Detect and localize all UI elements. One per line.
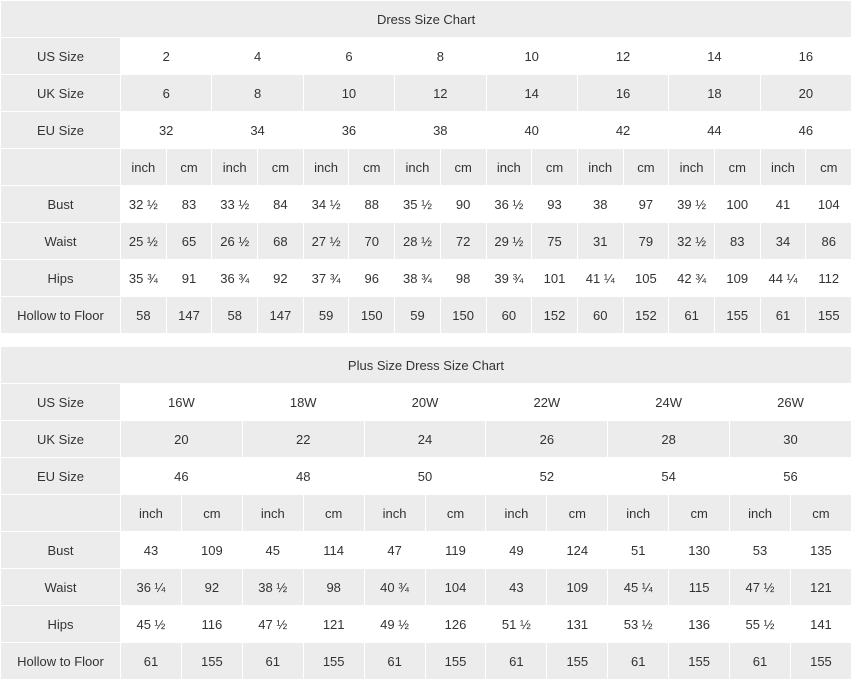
unit-header-cell: cm xyxy=(669,495,730,532)
table-cell: 60 xyxy=(486,297,532,334)
table-cell: 92 xyxy=(258,260,304,297)
table-cell: 90 xyxy=(440,186,486,223)
table-cell: 16 xyxy=(760,38,851,75)
row-label: Bust xyxy=(1,532,121,569)
row-label: Bust xyxy=(1,186,121,223)
unit-header-cell: inch xyxy=(608,495,669,532)
table-cell: 59 xyxy=(303,297,349,334)
table-cell: 150 xyxy=(440,297,486,334)
table-cell: 91 xyxy=(166,260,212,297)
table-row xyxy=(1,260,851,297)
table-cell: 61 xyxy=(669,297,715,334)
row-label: US Size xyxy=(1,384,121,421)
table-cell: 52 xyxy=(486,458,608,495)
table-cell: 24W xyxy=(608,384,730,421)
table-cell: 20 xyxy=(760,75,851,112)
table-cell: 12 xyxy=(395,75,486,112)
unit-header-cell: cm xyxy=(349,149,395,186)
table-cell: 83 xyxy=(714,223,760,260)
row-label: US Size xyxy=(1,38,121,75)
table-cell: 36 ½ xyxy=(486,186,532,223)
table-cell: 40 xyxy=(486,112,577,149)
table-cell: 34 xyxy=(760,223,806,260)
table-cell: 10 xyxy=(486,38,577,75)
table-cell: 25 ½ xyxy=(121,223,167,260)
unit-header-cell: inch xyxy=(760,149,806,186)
table-cell: 32 xyxy=(121,112,212,149)
table-cell: 68 xyxy=(258,223,304,260)
unit-header-cell: inch xyxy=(121,149,167,186)
table-cell: 26 xyxy=(486,421,608,458)
table-cell: 22W xyxy=(486,384,608,421)
table-cell: 53 xyxy=(730,532,791,569)
table-cell: 35 ½ xyxy=(395,186,441,223)
unit-header-cell: inch xyxy=(303,149,349,186)
size-chart-2 xyxy=(0,346,851,680)
row-label: Hips xyxy=(1,606,121,643)
table-cell: 124 xyxy=(547,532,608,569)
table-cell: 96 xyxy=(349,260,395,297)
table-cell: 65 xyxy=(166,223,212,260)
table-cell: 86 xyxy=(806,223,851,260)
unit-header-cell: cm xyxy=(303,495,364,532)
table-cell: 98 xyxy=(303,569,364,606)
table-cell: 109 xyxy=(714,260,760,297)
table-cell: 135 xyxy=(790,532,851,569)
table-cell: 40 ¾ xyxy=(364,569,425,606)
table-cell: 105 xyxy=(623,260,669,297)
table-cell: 79 xyxy=(623,223,669,260)
table-row xyxy=(1,569,851,606)
chart-title-row xyxy=(1,1,851,38)
table-cell: 101 xyxy=(532,260,578,297)
table-cell: 150 xyxy=(349,297,395,334)
table-cell: 75 xyxy=(532,223,578,260)
row-label: Hollow to Floor xyxy=(1,643,121,680)
table-cell: 58 xyxy=(121,297,167,334)
table-cell: 116 xyxy=(181,606,242,643)
table-cell: 152 xyxy=(623,297,669,334)
table-cell: 72 xyxy=(440,223,486,260)
table-cell: 61 xyxy=(608,643,669,680)
table-cell: 61 xyxy=(364,643,425,680)
table-cell: 38 ½ xyxy=(242,569,303,606)
table-cell: 20 xyxy=(121,421,243,458)
table-cell: 109 xyxy=(181,532,242,569)
table-cell: 155 xyxy=(669,643,730,680)
table-row xyxy=(1,421,851,458)
chart-title: Dress Size Chart xyxy=(1,1,851,38)
unit-header-cell: cm xyxy=(806,149,851,186)
unit-header-row xyxy=(1,149,851,186)
table-cell: 38 xyxy=(577,186,623,223)
unit-header-cell: cm xyxy=(790,495,851,532)
table-cell: 70 xyxy=(349,223,395,260)
unit-header-cell: inch xyxy=(364,495,425,532)
table-cell: 28 ½ xyxy=(395,223,441,260)
table-cell: 16W xyxy=(121,384,243,421)
table-cell: 2 xyxy=(121,38,212,75)
table-cell: 45 xyxy=(242,532,303,569)
table-cell: 37 ¾ xyxy=(303,260,349,297)
table-cell: 36 ¼ xyxy=(121,569,182,606)
table-cell: 33 ½ xyxy=(212,186,258,223)
table-cell: 45 ¼ xyxy=(608,569,669,606)
size-chart-table xyxy=(0,0,851,334)
table-cell: 88 xyxy=(349,186,395,223)
table-cell: 115 xyxy=(669,569,730,606)
table-cell: 14 xyxy=(486,75,577,112)
table-cell: 36 ¾ xyxy=(212,260,258,297)
chart-title-row xyxy=(1,347,851,384)
table-cell: 61 xyxy=(121,643,182,680)
table-cell: 121 xyxy=(790,569,851,606)
table-cell: 42 ¾ xyxy=(669,260,715,297)
table-cell: 41 xyxy=(760,186,806,223)
table-cell: 61 xyxy=(760,297,806,334)
table-cell: 98 xyxy=(440,260,486,297)
table-cell: 34 xyxy=(212,112,303,149)
table-cell: 22 xyxy=(242,421,364,458)
chart-title: Plus Size Dress Size Chart xyxy=(1,347,851,384)
table-cell: 43 xyxy=(121,532,182,569)
row-label: EU Size xyxy=(1,458,121,495)
size-chart-1 xyxy=(0,0,851,334)
table-cell: 30 xyxy=(730,421,851,458)
table-cell: 54 xyxy=(608,458,730,495)
row-label: Waist xyxy=(1,569,121,606)
table-cell: 55 ½ xyxy=(730,606,791,643)
table-cell: 147 xyxy=(166,297,212,334)
table-cell: 136 xyxy=(669,606,730,643)
table-row xyxy=(1,532,851,569)
row-label: UK Size xyxy=(1,75,121,112)
table-row xyxy=(1,643,851,680)
table-cell: 60 xyxy=(577,297,623,334)
table-cell: 29 ½ xyxy=(486,223,532,260)
table-row xyxy=(1,297,851,334)
table-cell: 32 ½ xyxy=(121,186,167,223)
table-cell: 141 xyxy=(790,606,851,643)
unit-header-cell: cm xyxy=(714,149,760,186)
table-cell: 121 xyxy=(303,606,364,643)
unit-header-cell: inch xyxy=(577,149,623,186)
table-cell: 131 xyxy=(547,606,608,643)
table-cell: 50 xyxy=(364,458,486,495)
table-cell: 155 xyxy=(790,643,851,680)
table-cell: 48 xyxy=(242,458,364,495)
unit-header-row xyxy=(1,495,851,532)
table-cell: 18 xyxy=(669,75,760,112)
table-cell: 61 xyxy=(730,643,791,680)
table-cell: 47 ½ xyxy=(730,569,791,606)
unit-header-cell: cm xyxy=(547,495,608,532)
unit-header-cell: inch xyxy=(242,495,303,532)
unit-header-cell: inch xyxy=(395,149,441,186)
row-label: UK Size xyxy=(1,421,121,458)
unit-row-blank-label xyxy=(1,149,121,186)
table-cell: 31 xyxy=(577,223,623,260)
unit-header-cell: cm xyxy=(181,495,242,532)
table-cell: 47 ½ xyxy=(242,606,303,643)
table-row xyxy=(1,606,851,643)
table-row xyxy=(1,38,851,75)
table-cell: 47 xyxy=(364,532,425,569)
table-cell: 8 xyxy=(212,75,303,112)
table-cell: 119 xyxy=(425,532,486,569)
table-cell: 26W xyxy=(730,384,851,421)
unit-header-cell: cm xyxy=(440,149,486,186)
table-cell: 147 xyxy=(258,297,304,334)
table-cell: 12 xyxy=(577,38,668,75)
unit-header-cell: inch xyxy=(486,149,532,186)
table-cell: 58 xyxy=(212,297,258,334)
table-cell: 61 xyxy=(486,643,547,680)
chart-separator xyxy=(0,334,851,346)
table-cell: 59 xyxy=(395,297,441,334)
unit-header-cell: cm xyxy=(258,149,304,186)
table-cell: 112 xyxy=(806,260,851,297)
table-cell: 155 xyxy=(181,643,242,680)
table-cell: 46 xyxy=(760,112,851,149)
table-row xyxy=(1,75,851,112)
table-cell: 152 xyxy=(532,297,578,334)
table-cell: 114 xyxy=(303,532,364,569)
unit-header-cell: cm xyxy=(623,149,669,186)
unit-header-cell: inch xyxy=(486,495,547,532)
table-cell: 34 ½ xyxy=(303,186,349,223)
table-cell: 51 ½ xyxy=(486,606,547,643)
table-cell: 20W xyxy=(364,384,486,421)
table-cell: 93 xyxy=(532,186,578,223)
table-cell: 51 xyxy=(608,532,669,569)
table-cell: 41 ¼ xyxy=(577,260,623,297)
table-cell: 44 xyxy=(669,112,760,149)
table-cell: 56 xyxy=(730,458,851,495)
table-cell: 100 xyxy=(714,186,760,223)
size-chart-table xyxy=(0,346,851,680)
table-cell: 6 xyxy=(121,75,212,112)
table-cell: 14 xyxy=(669,38,760,75)
table-cell: 92 xyxy=(181,569,242,606)
table-cell: 53 ½ xyxy=(608,606,669,643)
unit-row-blank-label xyxy=(1,495,121,532)
table-cell: 24 xyxy=(364,421,486,458)
table-row xyxy=(1,223,851,260)
table-cell: 155 xyxy=(425,643,486,680)
unit-header-cell: inch xyxy=(730,495,791,532)
unit-header-cell: inch xyxy=(212,149,258,186)
table-cell: 97 xyxy=(623,186,669,223)
table-cell: 38 ¾ xyxy=(395,260,441,297)
table-cell: 8 xyxy=(395,38,486,75)
table-cell: 36 xyxy=(303,112,394,149)
table-cell: 43 xyxy=(486,569,547,606)
table-cell: 6 xyxy=(303,38,394,75)
table-cell: 130 xyxy=(669,532,730,569)
table-row xyxy=(1,186,851,223)
table-cell: 38 xyxy=(395,112,486,149)
unit-header-cell: cm xyxy=(425,495,486,532)
table-cell: 26 ½ xyxy=(212,223,258,260)
unit-header-cell: cm xyxy=(532,149,578,186)
row-label: EU Size xyxy=(1,112,121,149)
table-cell: 104 xyxy=(425,569,486,606)
unit-header-cell: inch xyxy=(121,495,182,532)
table-cell: 35 ¾ xyxy=(121,260,167,297)
table-cell: 16 xyxy=(577,75,668,112)
table-cell: 46 xyxy=(121,458,243,495)
table-cell: 109 xyxy=(547,569,608,606)
table-cell: 155 xyxy=(547,643,608,680)
table-cell: 18W xyxy=(242,384,364,421)
table-cell: 61 xyxy=(242,643,303,680)
unit-header-cell: inch xyxy=(669,149,715,186)
table-cell: 84 xyxy=(258,186,304,223)
table-cell: 28 xyxy=(608,421,730,458)
unit-header-cell: cm xyxy=(166,149,212,186)
table-cell: 39 ¾ xyxy=(486,260,532,297)
table-row xyxy=(1,458,851,495)
table-cell: 27 ½ xyxy=(303,223,349,260)
row-label: Waist xyxy=(1,223,121,260)
table-cell: 42 xyxy=(577,112,668,149)
row-label: Hips xyxy=(1,260,121,297)
table-cell: 32 ½ xyxy=(669,223,715,260)
table-cell: 126 xyxy=(425,606,486,643)
table-cell: 83 xyxy=(166,186,212,223)
table-cell: 10 xyxy=(303,75,394,112)
table-row xyxy=(1,384,851,421)
table-cell: 39 ½ xyxy=(669,186,715,223)
table-cell: 155 xyxy=(806,297,851,334)
table-cell: 49 ½ xyxy=(364,606,425,643)
table-cell: 44 ¼ xyxy=(760,260,806,297)
row-label: Hollow to Floor xyxy=(1,297,121,334)
table-cell: 45 ½ xyxy=(121,606,182,643)
table-cell: 155 xyxy=(714,297,760,334)
table-cell: 155 xyxy=(303,643,364,680)
table-cell: 104 xyxy=(806,186,851,223)
table-cell: 4 xyxy=(212,38,303,75)
table-row xyxy=(1,112,851,149)
table-cell: 49 xyxy=(486,532,547,569)
